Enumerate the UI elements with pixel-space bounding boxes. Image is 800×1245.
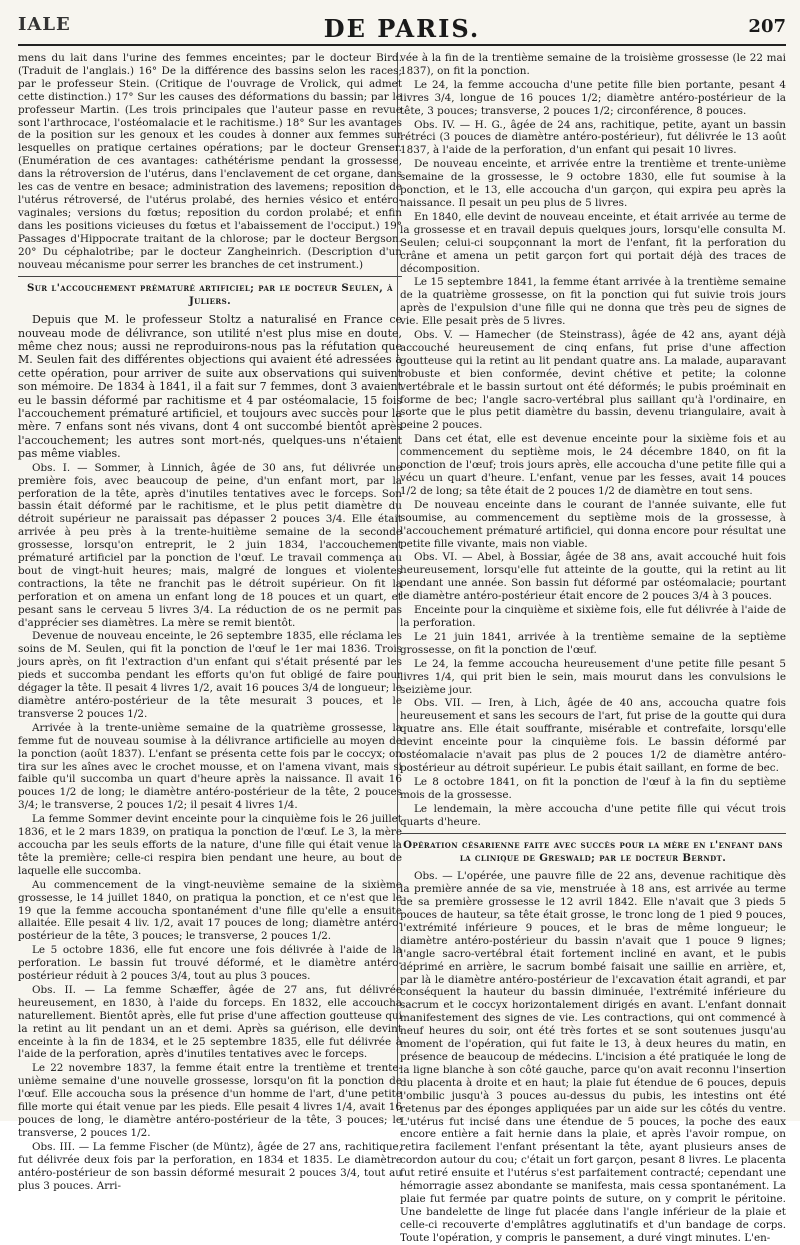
observation-paragraph: Le 21 juin 1841, arrivée à la trentième semaine de la septième grossesse, on fit la ponction de l'œuf. (400, 630, 786, 656)
observation-paragraph: Le 24, la femme accoucha heureusement d'une petite fille pesant 5 livres 1/4, qui prit bien le sein, mais mourut dans les convulsions le seizième jour. (400, 657, 786, 696)
left-column (18, 52, 402, 1192)
observation-paragraph: Obs. IV. — H. G., âgée de 24 ans, rachitique, petite, ayant un bassin rétréci (3 pouces de diamètre antéro-postérieur), fut délivrée le 13 août 1837, à l'aide de la perforation, d'un enfant qui pesait 10 livres. (400, 118, 786, 157)
observation-paragraph: De nouveau enceinte, et arrivée entre la trentième et trente-unième semaine de la grossesse, le 9 octobre 1830, elle fut soumise à la ponction, et le 13, elle accoucha d'un garçon, qui expira peu après la naissance. Il pesait un peu plus de 5 livres. (400, 158, 786, 209)
observation-paragraph: Obs. III. — La femme Fischer (de Müntz), âgée de 27 ans, rachitique, fut délivrée deux fois par la perforation, en 1834 et 1835. Le diamètre antéro-postérieur de son bassin déformé mesurait 2 pouces 3/4, tout au plus 3 pouces. Arri- (18, 1140, 402, 1192)
observation-paragraph: Dans cet état, elle est devenue enceinte pour la sixième fois et au commencement du septième mois, le 24 décembre 1840, on fit la ponction de l'œuf; trois jours après, elle accoucha d'une petite fille qui a vécu un quart d'heure. L'enfant, venue par les fesses, avait 14 pouces 1/2 de long; sa tête était de 2 pouces 1/2 de diamètre en tout sens. (400, 433, 786, 497)
observation-paragraph: Devenue de nouveau enceinte, le 26 septembre 1835, elle réclama les soins de M. Seulen, qui fit la ponction de l'œuf le 1er mai 1836. Trois jours après, on fit l'extraction d'un enfant qui s'était présenté par les pieds et succomba pendant les efforts qu'on fut obligé de faire pour dégager la tête. Il pesait 4 livres 1/2, avait 16 pouces 3/4 de longueur; le diamètre antéro-postérieur de la tête mesurait 3 pouces, et le transverse 2 pouces 1/2. (18, 630, 402, 720)
observation-paragraph: Le 15 septembre 1841, la femme étant arrivée à la trentième semaine de la quatrième grossesse, on fit la ponction qui fut suivie trois jours après de l'expulsion d'une fille qui ne donna que très peu de signes de vie. Elle pesait près de 5 livres. (400, 276, 786, 328)
observation-paragraph: De nouveau enceinte dans le courant de l'année suivante, elle fut soumise, au commencement du septième mois de la grossesse, à l'accouchement prématuré artificiel, qui donna encore pour résultat une petite fille vivante, mais non viable. (400, 498, 786, 550)
observation-paragraph: Obs. VII. — Iren, à Lich, âgée de 40 ans, accoucha quatre fois heureusement et sans les secours de l'art, fut prise de la goutte qui dura quatre ans. Elle était souffrante, misérable et contrefaite, lorsqu'elle devint enceinte pour la cinquième fois. Le bassin déformé par ostéomalacie n'avait pas plus de 2 pouces 1/2 de diamètre antéro-postérieur au détroit supérieur. Le pubis était saillant, en forme de bec. (400, 697, 786, 774)
observation-paragraph: La femme Sommer devint enceinte pour la cinquième fois le 26 juillet 1836, et le 2 mars 1839, on pratiqua la ponction de l'œuf. Le 3, la mère accoucha par les seuls efforts de la nature, d'une fille qui était venue la tête la première; celle-ci respira bien pendant une heure, au bout de laquelle elle succomba. (18, 813, 402, 877)
observation-paragraph: Le 24, la femme accoucha d'une petite fille bien portante, pesant 4 livres 3/4, longue de 16 pouces 1/2; diamètre antéro-postérieur de la tête, 3 pouces; transverse, 2 pouces 1/2; circonférence, 8 pouces. (400, 78, 786, 117)
article-heading: Sur l'accouchement prématuré artificiel; par le docteur Seulen, à Juliers. (27, 282, 393, 308)
observation-paragraph: Obs. V. — Hamecher (de Steinstrass), âgée de 42 ans, ayant déjà accouché heureusement de cinq enfans, fut prise d'une affection goutteuse qui la retint au lit pendant quatre ans. La malade, auparavant robuste et bien conformée, devint chétive et petite; la colonne vertébrale et le bassin surtout ont été déformés; le pubis proéminait en forme de bec; l'angle sacro-vertébral plus saillant qu'à l'ordinaire, en sorte que le plus petit diamètre du bassin, devenu triangulaire, avait à peine 2 pouces. (400, 329, 786, 432)
article-heading: Opération césarienne faite avec succès pour la mère en l'enfant dans la clinique de Greswald; par le docteur Berndt. (403, 839, 783, 865)
page-number: 207 (748, 16, 786, 37)
rule (18, 276, 402, 277)
observation-paragraph: Le lendemain, la mère accoucha d'une petite fille qui vécut trois quarts d'heure. (400, 802, 786, 828)
page-header (18, 14, 786, 46)
observation-paragraph: Au commencement de la vingt-neuvième semaine de la sixième grossesse, le 14 juillet 1840, on pratiqua la ponction, et ce n'est que le 19 que la femme accoucha spontanément d'une fille qu'elle a ensuite allaitée. Elle pesait 4 liv. 1/2, avait 17 pouces de long; diamètre antéro-postérieur de la tête, 3 pouces; le transverse, 2 pouces 1/2. (18, 878, 402, 943)
observation-paragraph: Obs. VI. — Abel, à Bossiar, âgée de 38 ans, avait accouché huit fois heureusement, lorsqu'elle fut atteinte de la goutte, qui la retint au lit pendant une année. Son bassin fut déformé par ostéomalacie; pourtant le diamètre antéro-postérieur était encore de 2 pouces 3/4 à 3 pouces. (400, 551, 786, 603)
continued-paragraph: mens du lait dans l'urine des femmes enceintes; par le docteur Bird. (Traduit de l'anglais.) 16° De la différence des bassins selon les races; par le professeur Stein. (Critique de l'ouvrage de Vrolick, qui admet cette distinction.) 17° Sur les causes des déformations du bassin; par le professeur Martin. (Les trois principales que l'auteur passe en revue sont l'arthrocace, l'ostéomalacie et le rachitisme.) 18° Sur les avantages de la position sur les genoux et les coudes à donner aux femmes sur lesquelles on pratique certaines opérations; par le docteur Grenser. (Enumération de ces avantages: cathétérisme pendant la grossesse, dans la rétroversion de l'utérus, dans l'enclavement de cet organe, dans les cas de ventre en besace; administration des lavemens; reposition de l'utérus rétroversé, de l'utérus prolabé, des hernies vésico et entéro-vaginales; versions du fœtus; reposition du cordon prolabé; et enfin dans les positions vicieuses du fœtus et l'abaissement de l'occiput.) 19° Passages d'Hippocrate traitant de la chlorose; par le docteur Bergson. 20° Du céphalotribe; par le docteur Zangheinrich. (Description d'un nouveau mécanisme pour serrer les branches de cet instrument.) (18, 52, 402, 271)
observation-paragraph: Obs. — L'opérée, une pauvre fille de 22 ans, devenue rachitique dès la première année de sa vie, menstruée à 18 ans, est arrivée au terme de sa première grossesse le 12 avril 1842. Elle n'avait que 3 pieds 5 pouces de hauteur, sa tête était grosse, le tronc long de 1 pied 9 pouces, l'extrémité inférieure 9 pouces, et le bras de même longueur; le diamètre antéro-postérieur du bassin n'avait que 1 pouce 9 lignes; l'angle sacro-vertébral était fortement incliné en avant, et le pubis déprimé en arrière, le sacrum bombé faisait une saillie en arrière, et, par là le diamètre antéro-postérieur de l'excavation était agrandi, et par conséquent la hauteur du bassin diminuée, l'extrémité inférieure du sacrum et le coccyx horizontalement dirigés en avant. L'enfant donnait manifestement des signes de vie. Les contractions, qui ont commencé à neuf heures du soir, ont été très fortes et se sont soutenues jusqu'au moment de l'opération, qui fut faite le 13, à deux heures du matin, en présence de beaucoup de médecins. L'incision a été pratiquée le long de la ligne blanche à son côté gauche, parce qu'on avait reconnu l'insertion du placenta à droite et en haut; la plaie fut étendue de 6 pouces, depuis l'ombilic jusqu'à 3 pouces au-dessus du pubis, les intestins ont été retenus par des éponges appliquées par un aide sur les côtés du ventre. L'utérus fut incisé dans une étendue de 5 pouces, la poche des eaux encore entière a fait hernie dans la plaie, et après l'avoir rompue, on retira facilement l'enfant présentant la tête, ayant plusieurs anses de cordon autour du cou; c'était un fort garçon, pesant 8 livres. Le placenta fut retiré ensuite et l'utérus s'est parfaitement contracté; cependant une hémorragie assez abondante se manifesta, mais cessa spontanément. La plaie fut fermée par quatre points de suture, on y comprit le péritoine. Une bandelette de linge fut placée dans l'angle inférieur de la plaie et celle-ci recouverte d'emplâtres agglutinatifs et d'un bandage de corps. Toute l'opération, y compris le pansement, a duré vingt minutes. L'en- (400, 870, 786, 1244)
observation-paragraph: Obs. I. — Sommer, à Linnich, âgée de 30 ans, fut délivrée une première fois, avec beaucoup de peine, d'un enfant mort, par la perforation de la tête, après d'inutiles tentatives avec le forceps. Son bassin était déformé par le rachitisme, et le plus petit diamètre du détroit supérieur ne paraissait pas dépasser 2 pouces 3/4. Elle était arrivée à peu près à la trente-huitième semaine de la seconde grossesse, lorsqu'on entreprit, le 2 juin 1834, l'accouchement prématuré artificiel par la ponction de l'œuf. Le travail commença au bout de vingt-huit heures; mais, malgré de longues et violentes contractions, la tête ne franchit pas le détroit supérieur. On fit la perforation et on amena un enfant long de 18 pouces et un quart, et pesant sans le cerveau 5 livres 3/4. La réduction de os ne permit pas d'apprécier ses diamètres. La mère se remit bientôt. (18, 461, 402, 629)
observation-paragraph: Le 8 octobre 1841, on fit la ponction de l'œuf à la fin du septième mois de la grossesse. (400, 775, 786, 801)
observation-paragraph: Le 5 octobre 1836, elle fut encore une fois délivrée à l'aide de la perforation. Le bassin fut trouvé déformé, et le diamètre antéro-postérieur réduit à 2 pouces 3/4, tout au plus 3 pouces. (18, 944, 402, 983)
observation-paragraph: Arrivée à la trente-unième semaine de la quatrième grossesse, la femme fut de nouveau soumise à la délivrance artificielle au moyen de la ponction (août 1837). L'enfant se présenta cette fois par le coccyx; on tira sur les aînes avec le crochet mousse, et on l'amena vivant, mais si faible qu'il succomba un quart d'heure après la naissance. Il avait 16 pouces 1/2 de long; le diamètre antéro-postérieur de la tête, 2 pouces 3/4; le transverse, 2 pouces 1/2; il pesait 4 livres 1/4. (18, 721, 402, 812)
continued-paragraph: vée à la fin de la trentième semaine de la troisième grossesse (le 22 mai 1837), on fit la ponction. (400, 52, 786, 77)
header-left-text: IALE (18, 14, 71, 35)
observation-paragraph: En 1840, elle devint de nouveau enceinte, et était arrivée au terme de la grossesse et en travail depuis quelques jours, lorsqu'elle consulta M. Seulen; celui-ci soupçonnant la mort de l'enfant, fit la perforation du crâne et amena un petit garçon fort qui portait déjà des traces de décomposition. (400, 210, 786, 275)
right-column (400, 52, 786, 1244)
observation-paragraph: Le 22 novembre 1837, la femme était entre la trentième et trente-unième semaine d'une nouvelle grossesse, lorsqu'on fit la ponction de l'œuf. Elle accoucha sous la présence d'un homme de l'art, d'une petite fille morte qui était venue par les pieds. Elle pesait 4 livres 1/4, avait 16 pouces de long, le diamètre antéro-postérieur de la tête, 3 pouces; le transverse, 2 pouces 1/2. (18, 1062, 402, 1139)
observation-paragraph: Obs. II. — La femme Schæffer, âgée de 27 ans, fut délivrée heureusement, en 1830, à l'aide du forceps. En 1832, elle accoucha naturellement. Bientôt après, elle fut prise d'une affection goutteuse qui la retint au lit pendant un an et demi. Après sa guérison, elle devint enceinte à la fin de 1834, et le 25 septembre 1835, elle fut délivrée à l'aide de la perforation, après d'inutiles tentatives avec le forceps. (18, 983, 402, 1061)
header-title: DE PARIS. (323, 14, 481, 43)
rule (400, 833, 786, 834)
observation-paragraph: Enceinte pour la cinquième et sixième fois, elle fut délivrée à l'aide de la perforation. (400, 604, 786, 629)
intro-paragraph: Depuis que M. le professeur Stoltz a naturalisé en France ce nouveau mode de délivrance, son utilité n'est plus mise en doute, même chez nous; aussi ne reproduirons-nous pas la réfutation que M. Seulen fait des différentes objections qui avaient été adressées à cette opération, pour arriver de suite aux observations qui suivent son mémoire. De 1834 à 1841, il a fait sur 7 femmes, dont 3 avaient eu le bassin déformé par rachitisme et 4 par ostéomalacie, 15 fois l'accouchement prématuré artificiel, et toujours avec succès pour la mère. 7 enfans sont nés vivans, dont 4 ont succombé bientôt après l'accouchement; les autres sont mort-nés, quelques-uns n'étaient pas même viables. (18, 313, 402, 461)
